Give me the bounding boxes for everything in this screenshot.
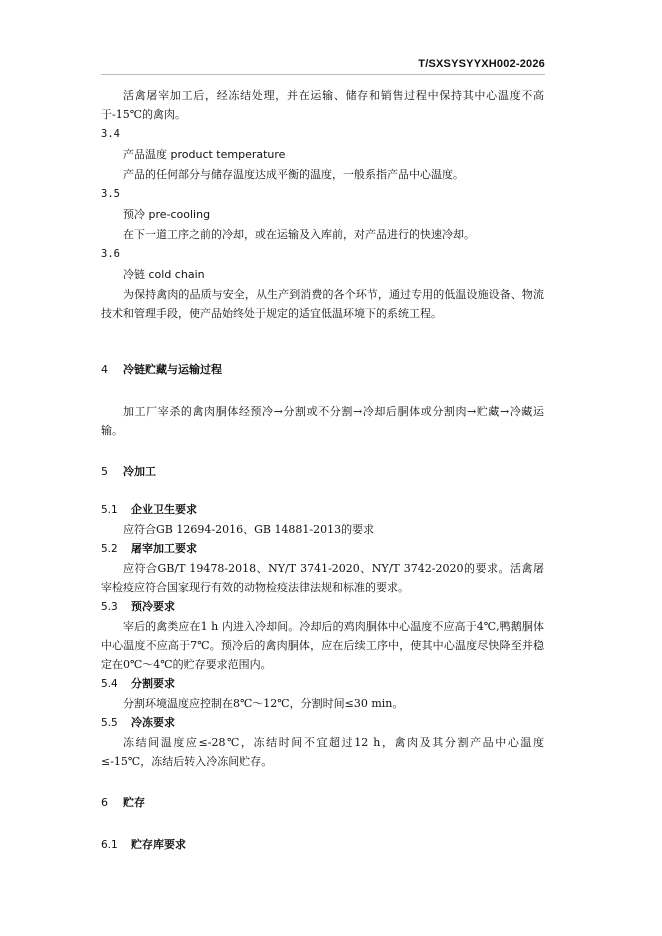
clause-5-1-heading	[101, 500, 544, 520]
clause-5-3-heading	[101, 597, 544, 617]
clause-3-6-number: 3.6	[101, 248, 120, 260]
clause-6-1-number: 6.1	[101, 839, 118, 851]
section-6-heading	[101, 793, 544, 813]
clause-6-1-heading	[101, 835, 544, 855]
section-4-number: 4	[101, 363, 108, 376]
section-4-text: 加工厂宰杀的禽肉胴体经预冷→分割或不分割→冷却后胴体或分割肉→贮藏→冷藏运输。	[101, 405, 544, 437]
document-body	[101, 86, 544, 855]
clause-3-5-number: 3.5	[101, 188, 120, 200]
clause-5-3-number: 5.3	[101, 601, 118, 613]
term-3-6: 冷链 cold chain	[123, 268, 205, 281]
document-code: T/SXSYSYYXH002-2026	[418, 58, 545, 70]
clause-5-4-heading	[101, 674, 544, 694]
clause-5-1-title: 企业卫生要求	[131, 503, 197, 516]
section-6-number: 6	[101, 796, 108, 809]
clause-6-1-title: 贮存库要求	[131, 838, 186, 851]
clause-5-5-number: 5.5	[101, 717, 118, 729]
clause-5-4-title: 分割要求	[131, 677, 175, 690]
section-5-title: 冷加工	[123, 465, 156, 478]
clause-5-5-heading	[101, 713, 544, 733]
term-3-5: 预冷 pre-cooling	[123, 208, 211, 221]
section-5-number: 5	[101, 465, 108, 478]
section-5-heading	[101, 462, 544, 482]
clause-5-2-heading	[101, 539, 544, 559]
clause-5-2-title: 屠宰加工要求	[131, 542, 197, 555]
clause-5-5-title: 冷冻要求	[131, 716, 175, 729]
section-4-heading	[101, 360, 544, 380]
clause-5-5-text: 冻结间温度应≤-28℃，冻结时间不宜超过12 h，禽肉及其分割产品中心温度≤-15℃，冻结后转入冷冻间贮存。	[101, 736, 544, 768]
clause-5-4-number: 5.4	[101, 678, 118, 690]
clause-5-2-text: 应符合GB/T 19478-2018、NY/T 3741-2020、NY/T 3742-2020的要求。活禽屠宰检疫应符合国家现行有效的动物检疫法律法规和标准的要求。	[101, 562, 544, 594]
clause-5-1-text: 应符合GB 12694-2016、GB 14881-2013的要求	[123, 523, 375, 536]
clause-5-3-text: 宰后的禽类应在1 h 内进入冷却间。冷却后的鸡肉胴体中心温度不应高于4℃,鸭鹅胴体中心温度不应高于7℃。预冷后的禽肉胴体，应在后续工序中，使其中心温度尽快降至并稳定在0℃～4℃的贮存要求范围内。	[101, 620, 544, 671]
clause-5-4-text: 分割环境温度应控制在8℃～12℃，分割时间≤30 min。	[123, 697, 404, 710]
section-4-title: 冷链贮藏与运输过程	[123, 363, 222, 376]
definition-3-6: 为保持禽肉的品质与安全，从生产到消费的各个环节，通过专用的低温设施设备、物流技术和管理手段，使产品始终处于规定的适宜低温环境下的系统工程。	[101, 288, 544, 320]
term-3-4: 产品温度 product temperature	[123, 148, 286, 161]
clause-5-2-number: 5.2	[101, 543, 118, 555]
section-6-title: 贮存	[123, 796, 145, 809]
clause-3-4-number: 3.4	[101, 128, 120, 140]
definition-3-3-continued: 活禽屠宰加工后，经冻结处理，并在运输、储存和销售过程中保持其中心温度不高于-15℃的禽肉。	[101, 89, 544, 121]
clause-5-1-number: 5.1	[101, 504, 118, 516]
clause-5-3-title: 预冷要求	[131, 600, 175, 613]
definition-3-4: 产品的任何部分与储存温度达成平衡的温度，一般系指产品中心温度。	[123, 168, 464, 181]
definition-3-5: 在下一道工序之前的冷却，或在运输及入库前，对产品进行的快速冷却。	[123, 228, 475, 241]
header-divider	[101, 74, 545, 75]
